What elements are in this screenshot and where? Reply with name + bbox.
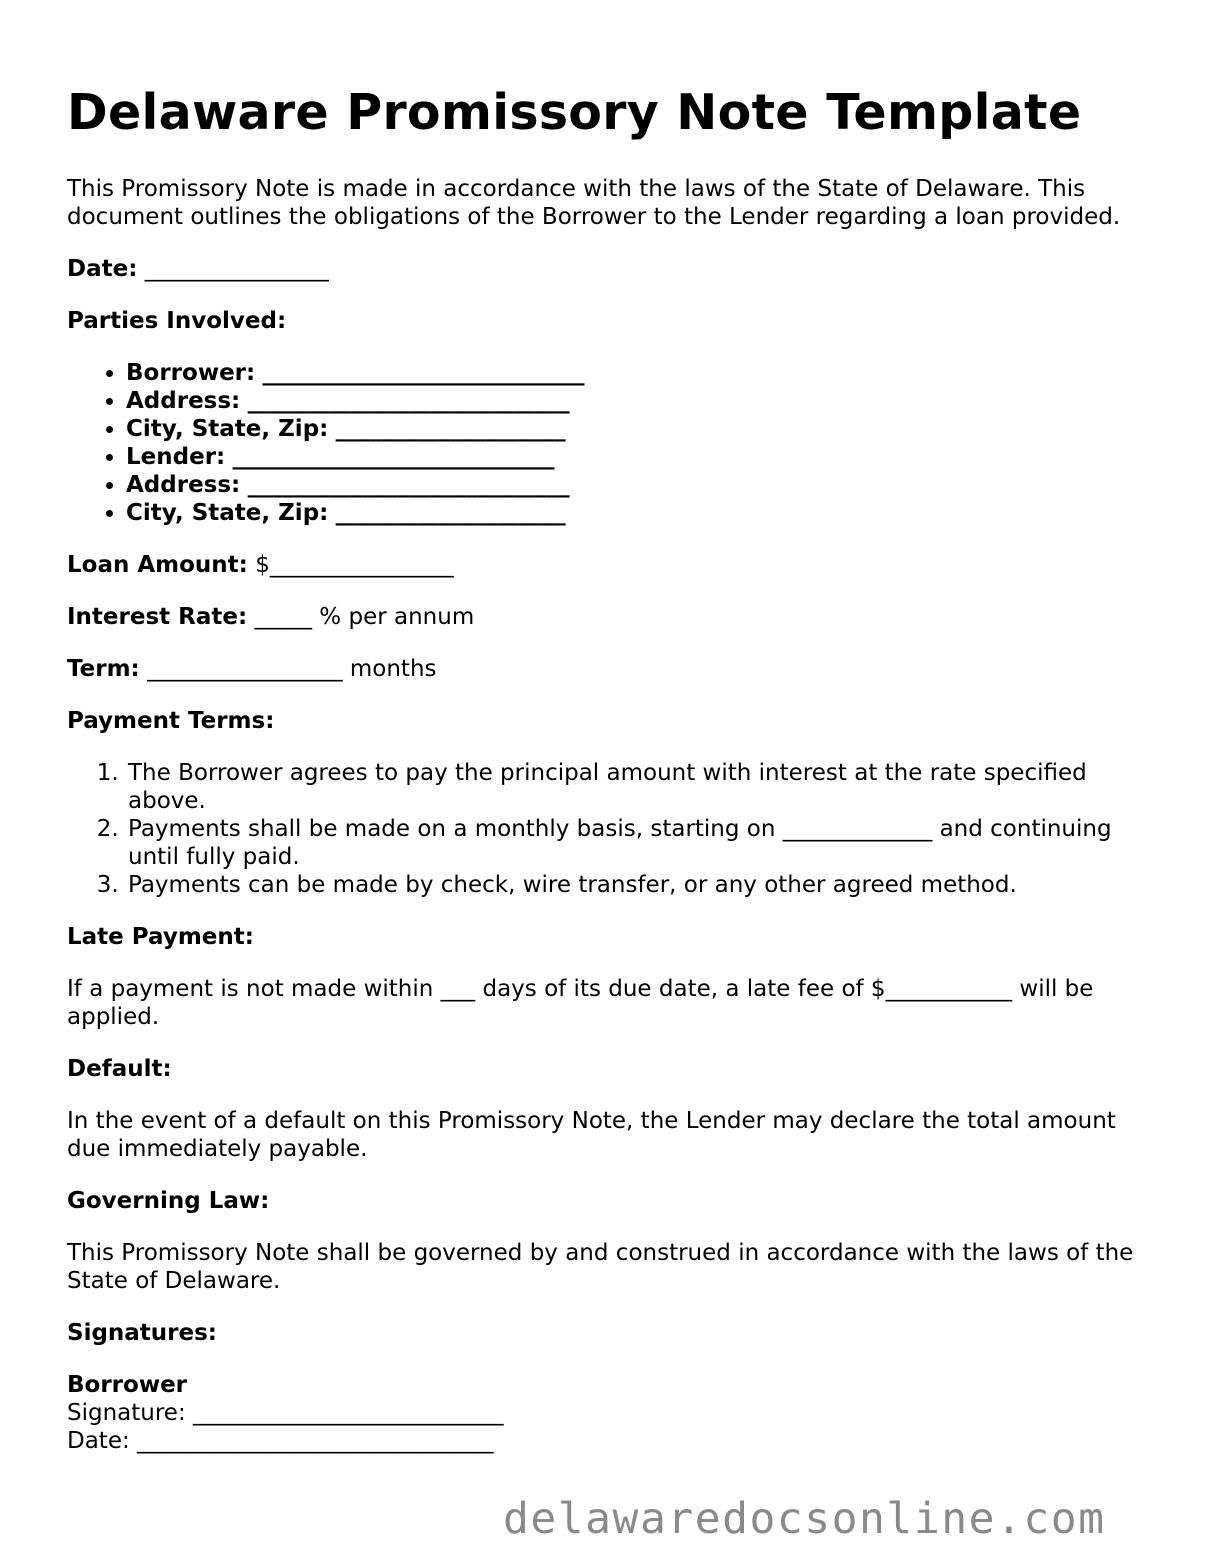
list-item <box>126 443 1157 471</box>
borrower-city-label: City, State, Zip: <box>126 416 329 442</box>
lender-address-label: Address: <box>126 472 241 498</box>
interest-rate-field <box>67 603 1157 631</box>
list-item <box>126 471 1157 499</box>
lender-blank: ____________________________ <box>232 444 555 470</box>
list-item: 2. Payments shall be made on a monthly basis, starting on _____________ and continuing until fully paid. <box>126 815 1157 871</box>
term-label: Term: <box>67 656 140 682</box>
loan-amount-field <box>67 551 1157 579</box>
term-blank: _________________ months <box>147 656 437 682</box>
borrower-address-blank: ____________________________ <box>247 388 570 414</box>
borrower-signature-heading: Borrower <box>67 1372 188 1398</box>
borrower-address-label: Address: <box>126 388 241 414</box>
signatures-heading: Signatures: <box>67 1320 218 1346</box>
default-heading: Default: <box>67 1056 172 1082</box>
list-item: 1. The Borrower agrees to pay the principal amount with interest at the rate specified above. <box>126 759 1157 815</box>
parties-heading: Parties Involved: <box>67 308 287 334</box>
lender-city-blank: ____________________ <box>335 500 566 526</box>
governing-law-text: This Promissory Note shall be governed by and construed in accordance with the laws of the State of Delaware. <box>67 1240 1134 1294</box>
page-title: Delaware Promissory Note Template <box>67 84 1082 141</box>
intro-paragraph: This Promissory Note is made in accordance with the laws of the State of Delaware. This document outlines the obligations of the Borrower to the Lender regarding a loan provided. <box>67 176 1121 230</box>
lender-label: Lender: <box>126 444 226 470</box>
governing-law-heading: Governing Law: <box>67 1188 270 1214</box>
signature-line: Signature: ___________________________ <box>67 1400 504 1426</box>
borrower-city-blank: ____________________ <box>335 416 566 442</box>
borrower-signature-block <box>67 1371 1157 1455</box>
default-text: In the event of a default on this Promissory Note, the Lender may declare the total amount due immediately payable. <box>67 1108 1116 1162</box>
borrower-label: Borrower: <box>126 360 256 386</box>
list-item <box>126 387 1157 415</box>
term-field <box>67 655 1157 683</box>
list-item <box>126 415 1157 443</box>
list-item <box>126 499 1157 527</box>
lender-city-label: City, State, Zip: <box>126 500 329 526</box>
watermark: delawaredocsonline.com <box>503 1494 1106 1544</box>
date-blank: ________________ <box>144 256 329 282</box>
date-field <box>67 255 1157 283</box>
interest-rate-label: Interest Rate: <box>67 604 248 630</box>
payment-terms-heading: Payment Terms: <box>67 708 275 734</box>
payment-terms-list <box>67 759 1157 899</box>
late-payment-text: If a payment is not made within ___ days of its due date, a late fee of $___________ will be applied. <box>67 976 1094 1030</box>
late-payment-heading: Late Payment: <box>67 924 254 950</box>
loan-amount-blank: $________________ <box>255 552 454 578</box>
document-page <box>67 80 1157 1455</box>
list-item: 3. Payments can be made by check, wire transfer, or any other agreed method. <box>126 871 1157 899</box>
loan-amount-label: Loan Amount: <box>67 552 248 578</box>
signature-date-line: Date: _______________________________ <box>67 1428 494 1454</box>
list-item <box>126 359 1157 387</box>
borrower-blank: ____________________________ <box>262 360 585 386</box>
lender-address-blank: ____________________________ <box>247 472 570 498</box>
date-label: Date: <box>67 256 138 282</box>
interest-rate-blank: _____ % per annum <box>254 604 475 630</box>
parties-list <box>67 359 1157 527</box>
